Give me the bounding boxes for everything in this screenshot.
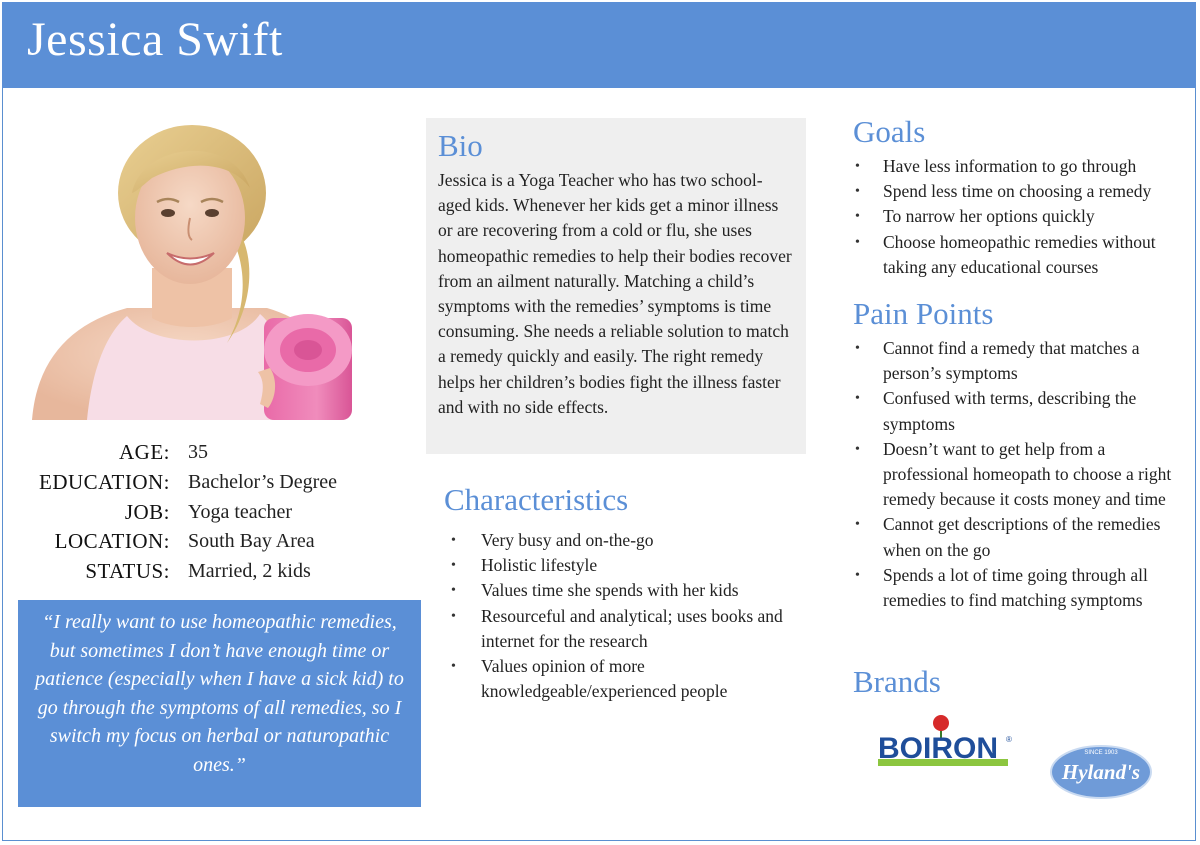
list-item: • Resourceful and analytical; uses books and internet for the research: [444, 604, 804, 654]
list-item: • To narrow her options quickly: [853, 204, 1193, 229]
persona-quote: [18, 600, 421, 807]
list-item: • Very busy and on-the-go: [444, 528, 804, 553]
stat-location: [0, 529, 420, 559]
stat-label: STATUS:: [85, 559, 170, 583]
brands-heading: Brands: [853, 664, 941, 699]
hylands-tagline: SINCE 1903: [1084, 750, 1118, 756]
brands-section: [853, 664, 1193, 700]
persona-name: Jessica Swift: [27, 13, 283, 66]
hylands-logo: [1046, 740, 1156, 802]
hylands-wordmark: Hyland's: [1061, 760, 1141, 784]
boiron-wordmark: BOIRON: [878, 732, 998, 765]
pain-points-section: [853, 296, 1193, 613]
stat-education: [0, 470, 420, 500]
stat-label: AGE:: [119, 440, 170, 464]
bio-section: [426, 118, 806, 454]
goals-section: [853, 114, 1193, 280]
list-item: • Spends a lot of time going through all remedies to find matching symptoms: [853, 563, 1193, 613]
list-item: • Have less information to go through: [853, 154, 1193, 179]
boiron-registered-mark: ®: [1006, 735, 1012, 744]
list-item: • Confused with terms, describing the symptoms: [853, 386, 1193, 436]
quote-text: “I really want to use homeopathic remedies, but sometimes I don’t have enough time or patience (especially when I have a sick kid) to go through the symptoms of all remedies, so I switch my focus on herbal or naturopathic ones.”: [35, 611, 404, 776]
characteristics-heading: Characteristics: [444, 482, 629, 517]
stat-age: [0, 440, 420, 470]
header-bar: [2, 2, 1196, 88]
characteristics-list: [444, 528, 804, 704]
persona-photo: [32, 118, 362, 420]
stat-value: Yoga teacher: [188, 501, 293, 523]
stat-label: JOB:: [124, 500, 170, 524]
list-item: • Holistic lifestyle: [444, 553, 804, 578]
pain-points-heading: Pain Points: [853, 296, 994, 331]
characteristics-section: [444, 482, 804, 704]
stat-value: 35: [188, 441, 208, 463]
list-item: • Spend less time on choosing a remedy: [853, 179, 1193, 204]
goals-list: [853, 154, 1193, 280]
list-item: • Cannot get descriptions of the remedies when on the go: [853, 512, 1193, 562]
stat-value: Married, 2 kids: [188, 560, 311, 582]
bio-heading: Bio: [438, 128, 483, 163]
list-item: • Doesn’t want to get help from a professional homeopath to choose a right remedy because it costs money and time: [853, 437, 1193, 513]
stat-status: [0, 559, 420, 589]
list-item: • Choose homeopathic remedies without taking any educational courses: [853, 230, 1193, 280]
stat-value: Bachelor’s Degree: [188, 471, 338, 493]
list-item: • Values time she spends with her kids: [444, 578, 804, 603]
bio-text: Jessica is a Yoga Teacher who has two school-aged kids. Whenever her kids get a minor illness or are recovering from a cold or flu, she uses homeopathic remedies to help their bodies recover from an ailment naturally. Matching a child’s symptoms with the remedies’ symptoms is time consuming. She needs a reliable solution to match a remedy quickly and easily. The right remedy helps her children’s bodies fight the illness faster and with no side effects.: [438, 170, 792, 417]
list-item: • Values opinion of more knowledgeable/experienced people: [444, 654, 804, 704]
boiron-logo: [872, 712, 1022, 778]
goals-heading: Goals: [853, 114, 926, 149]
stat-label: LOCATION:: [54, 529, 170, 553]
pain-points-list: [853, 336, 1193, 613]
stat-label: EDUCATION:: [39, 470, 170, 494]
list-item: • Cannot find a remedy that matches a person’s symptoms: [853, 336, 1193, 386]
stat-value: South Bay Area: [188, 530, 315, 552]
stat-job: [0, 500, 420, 530]
